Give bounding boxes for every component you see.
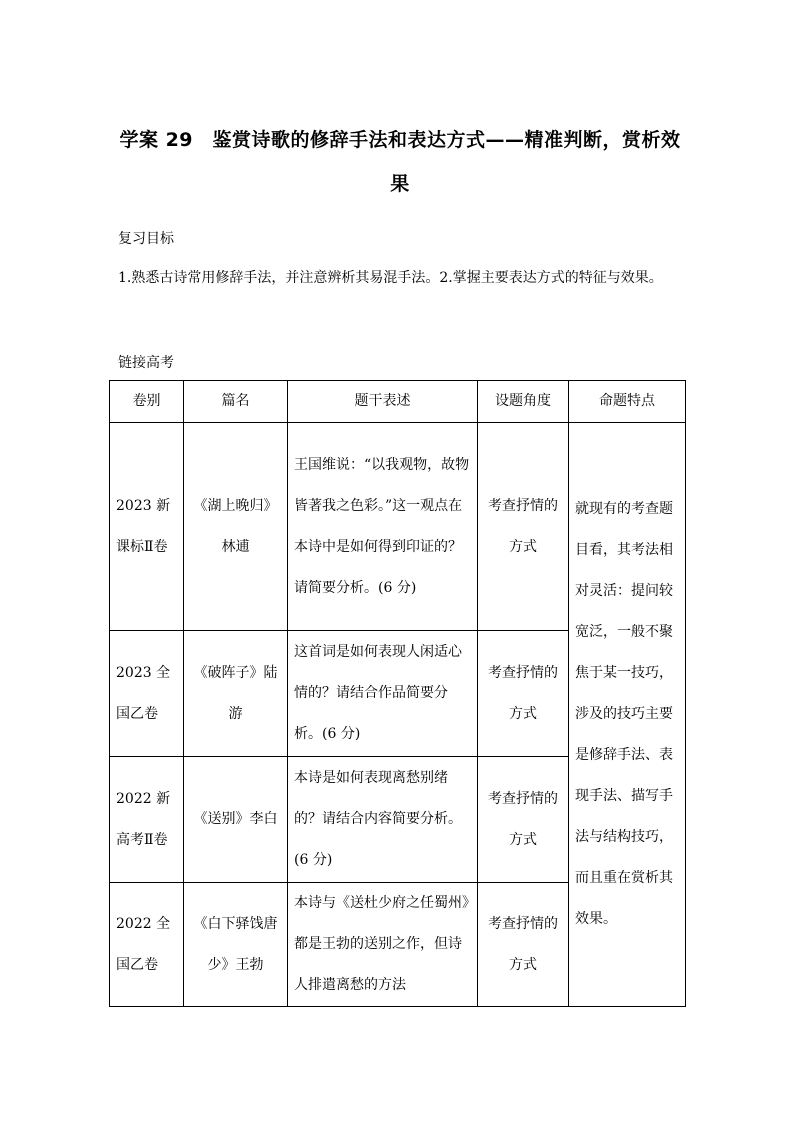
header-paper: 卷别 — [110, 381, 184, 423]
header-angle: 设题角度 — [478, 381, 569, 423]
header-question: 题干表述 — [288, 381, 478, 423]
cell-angle: 考查抒情的方式 — [478, 757, 569, 883]
goals-text: 1.熟悉古诗常用修辞手法，并注意辨析其易混手法。2.掌握主要表达方式的特征与效果。 — [118, 270, 663, 286]
table-row — [110, 423, 686, 631]
goals-heading: 复习目标 — [118, 231, 174, 247]
title-line-1: 学案 29 鉴赏诗歌的修辞手法和表达方式——精准判断，赏析效 — [119, 129, 681, 151]
cell-angle: 考查抒情的方式 — [478, 631, 569, 757]
cell-work: 《破阵子》陆游 — [184, 631, 288, 757]
page-title — [110, 118, 690, 206]
cell-paper: 2023 新课标Ⅱ卷 — [110, 423, 184, 631]
header-feature: 命题特点 — [569, 381, 686, 423]
cell-angle: 考查抒情的方式 — [478, 423, 569, 631]
cell-paper: 2022 全国乙卷 — [110, 883, 184, 1007]
header-work: 篇名 — [184, 381, 288, 423]
cell-paper: 2022 新高考Ⅱ卷 — [110, 757, 184, 883]
cell-question: 这首词是如何表现人闲适心情的？请结合作品简要分析。(6 分) — [288, 631, 478, 757]
table-header-row — [110, 381, 686, 423]
cell-angle: 考查抒情的方式 — [478, 883, 569, 1007]
cell-question: 本诗与《送杜少府之任蜀州》都是王勃的送别之作，但诗人排遣离愁的方法 — [288, 883, 478, 1007]
cell-work: 《白下驿饯唐少》王勃 — [184, 883, 288, 1007]
cell-work: 《送别》李白 — [184, 757, 288, 883]
cell-paper: 2023 全国乙卷 — [110, 631, 184, 757]
exam-table — [109, 380, 686, 1007]
cell-question: 王国维说：“以我观物，故物皆著我之色彩。”这一观点在本诗中是如何得到印证的？请简要分析。(6 分) — [288, 423, 478, 631]
exam-heading: 链接高考 — [118, 355, 174, 371]
cell-feature: 就现有的考查题目看，其考法相对灵活：提问较宽泛，一般不聚焦于某一技巧，涉及的技巧主要是修辞手法、表现手法、描写手法与结构技巧，而且重在赏析其效果。 — [569, 423, 686, 1007]
cell-work: 《湖上晚归》林逋 — [184, 423, 288, 631]
title-line-2: 果 — [390, 173, 410, 195]
cell-question: 本诗是如何表现离愁别绪的？请结合内容简要分析。(6 分) — [288, 757, 478, 883]
